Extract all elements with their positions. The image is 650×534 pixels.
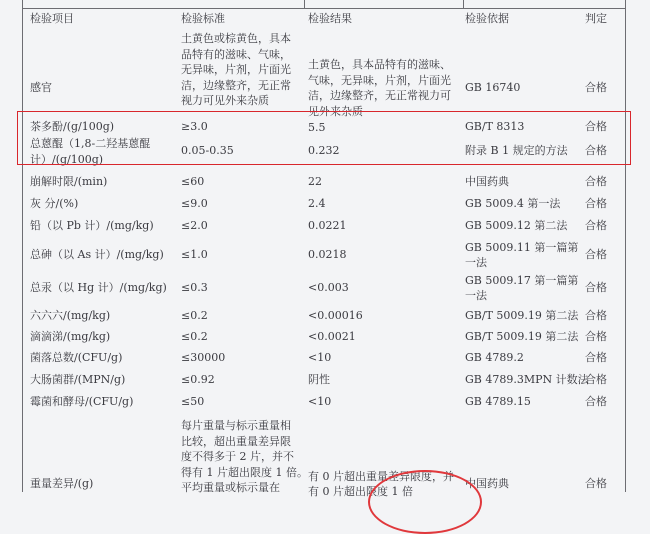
row-12-item: 霉菌和酵母/(CFU/g) [30,395,134,408]
row-4-result: 2.4 [308,197,326,210]
row-11-standard: ≤0.92 [181,373,215,386]
row-7-result: <0.003 [308,281,349,294]
row-6-item: 总砷（以 As 计）/(mg/kg) [30,248,164,261]
row-9-standard: ≤0.2 [181,330,208,343]
row-0-item: 感官 [30,81,52,94]
row-13-basis: 中国药典 [465,477,509,490]
row-1-verdict: 合格 [585,120,607,133]
row-12-verdict: 合格 [585,395,607,408]
row-8-item: 六六六/(mg/kg) [30,309,111,322]
row-1-result: 5.5 [308,121,326,134]
row-10-result: <10 [308,351,332,364]
row-2-standard: 0.05-0.35 [181,144,234,157]
row-1-item: 茶多酚/(g/100g) [30,120,115,133]
row-2-verdict: 合格 [585,144,607,157]
row-8-standard: ≤0.2 [181,309,208,322]
row-13-result: 有 0 片超出重量差异限度，并 有 0 片超出限度 1 倍 [308,469,454,498]
row-3-verdict: 合格 [585,175,607,188]
row-4-standard: ≤9.0 [181,197,208,210]
header-verdict: 判定 [585,12,607,25]
left-border [22,0,23,492]
row-10-basis: GB 4789.2 [465,351,524,364]
row-7-basis: GB 5009.17 第一篇第 一法 [465,273,579,302]
row-11-item: 大肠菌群/(MPN/g) [30,373,126,386]
row-1-standard: ≥3.0 [181,120,208,133]
row-9-item: 滴滴涕/(mg/kg) [30,330,111,343]
row-8-result: <0.00016 [308,309,363,322]
row-12-standard: ≤50 [181,395,205,408]
row-12-basis: GB 4789.15 [465,395,531,408]
row-9-verdict: 合格 [585,330,607,343]
row-8-basis: GB/T 5009.19 第二法 [465,309,579,322]
official-stamp [368,470,482,534]
row-12-result: <10 [308,395,332,408]
row-5-result: 0.0221 [308,219,347,232]
row-11-basis: GB 4789.3MPN 计数法 [465,373,589,386]
row-13-verdict: 合格 [585,477,607,490]
row-3-item: 崩解时限/(min) [30,175,108,188]
row-7-verdict: 合格 [585,281,607,294]
row-5-verdict: 合格 [585,219,607,232]
row-3-basis: 中国药典 [465,175,509,188]
row-2-basis: 附录 B 1 规定的方法 [465,144,568,157]
header-basis: 检验依据 [465,12,509,25]
row-5-item: 铅（以 Pb 计）/(mg/kg) [30,219,154,232]
row-2-result: 0.232 [308,144,340,157]
row-10-standard: ≤30000 [181,351,226,364]
row-9-basis: GB/T 5009.19 第二法 [465,330,579,343]
row-11-verdict: 合格 [585,373,607,386]
row-3-standard: ≤60 [181,175,205,188]
row-3-result: 22 [308,175,322,188]
row-4-basis: GB 5009.4 第一法 [465,197,561,210]
row-10-item: 菌落总数/(CFU/g) [30,351,123,364]
row-6-result: 0.0218 [308,248,347,261]
row-5-basis: GB 5009.12 第二法 [465,219,568,232]
header-standard: 检验标准 [181,12,225,25]
row-2-item: 总蒽醌（1,8-二羟基蒽醌 计）/(g/100g) [30,137,151,166]
row-13-standard: 每片重量与标示重量相 比较，超出重量差异限 度不得多于 2 片，并不 得有 1 片超出限度 1 倍。 平均重量或标示量在 [181,419,308,494]
header-result: 检验结果 [308,12,352,25]
row-10-verdict: 合格 [585,351,607,364]
row-6-verdict: 合格 [585,248,607,261]
row-6-standard: ≤1.0 [181,248,208,261]
row-13-item: 重量差异/(g) [30,477,94,490]
row-0-basis: GB 16740 [465,81,521,94]
right-border [625,0,626,492]
row-5-standard: ≤2.0 [181,219,208,232]
top-divider-2 [463,0,464,8]
row-11-result: 阴性 [308,373,330,386]
row-8-verdict: 合格 [585,309,607,322]
top-divider-1 [304,0,305,8]
row-9-result: <0.0021 [308,330,356,343]
row-1-basis: GB/T 8313 [465,120,525,133]
header-item: 检验项目 [30,12,74,25]
row-6-basis: GB 5009.11 第一篇第 一法 [465,240,579,269]
row-0-standard: 土黄色或棕黄色，具本 品特有的滋味、气味， 无异味，片剂，片面光 洁，边缘整齐，无正常 视力可见外来杂质 [181,32,291,107]
row-7-standard: ≤0.3 [181,281,208,294]
row-4-verdict: 合格 [585,197,607,210]
top-rule [22,8,626,9]
row-7-item: 总汞（以 Hg 计）/(mg/kg) [30,281,167,294]
row-0-verdict: 合格 [585,81,607,94]
row-4-item: 灰 分/(%) [30,197,79,210]
highlight-box [17,111,631,165]
row-0-result: 土黄色，具本品特有的滋味、 气味，无异味，片剂，片面光 洁，边缘整齐，无正常视力可 见外来杂质 [308,58,451,118]
